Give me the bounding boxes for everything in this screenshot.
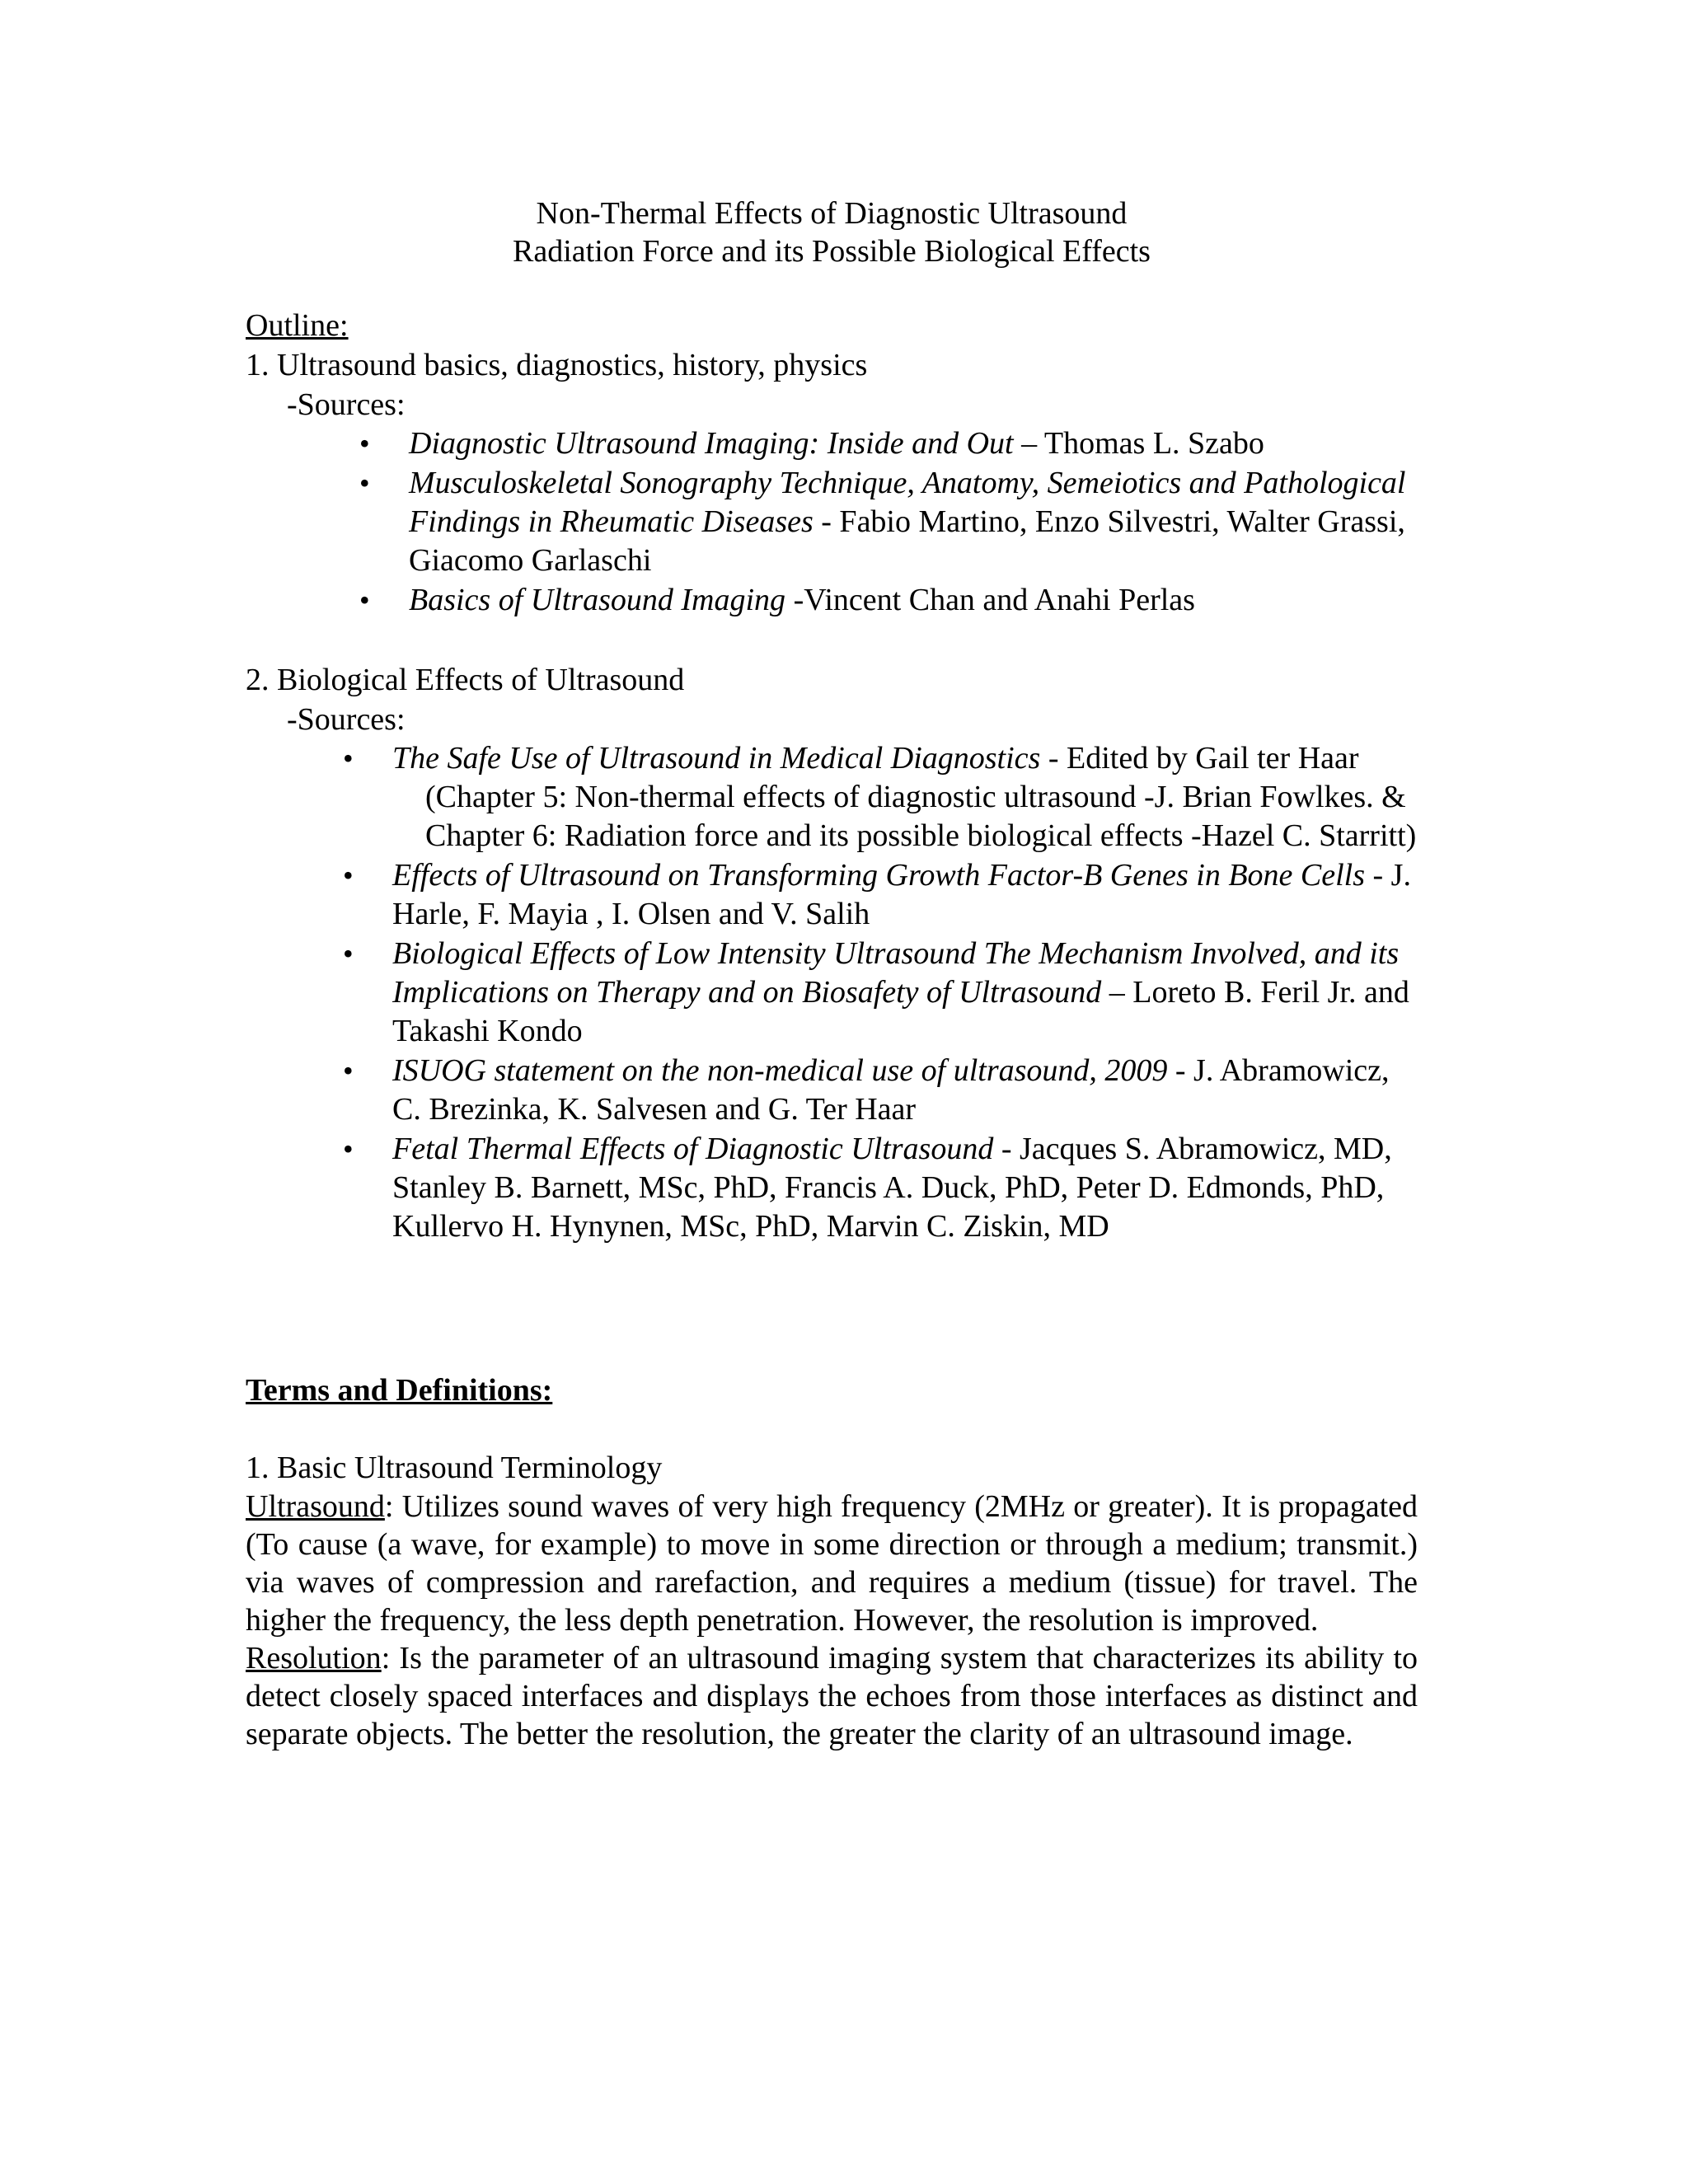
terms-section	[246, 1371, 1418, 1753]
source-item	[246, 935, 1418, 1051]
terms-subheading: 1. Basic Ultrasound Terminology	[246, 1451, 663, 1485]
source-item	[246, 464, 1418, 580]
source-authors: - J. Abramowicz, C. Brezinka, K. Salvesen and G. Ter Haar	[392, 1053, 1390, 1127]
definition-text: : Utilizes sound waves of very high frequency (2MHz or greater). It is propagated (To cause (a wave, for example) to move in some direction or through a medium; transmit.) via waves of compression and rarefaction, and requires a medium (tissue) for travel. The higher the frequency, the less depth penetration. However, the resolution is improved.	[246, 1489, 1418, 1638]
source-chapters: (Chapter 5: Non-thermal effects of diagnostic ultrasound -J. Brian Fowlkes. & Chapter 6: Radiation force and its possible biological effects -Hazel C. Starritt)	[425, 780, 1417, 853]
title-line-2: Radiation Force and its Possible Biological Effects	[513, 234, 1151, 269]
definition-resolution	[246, 1639, 1418, 1753]
source-authors: – Loreto B. Feril Jr. and Takashi Kondo	[392, 975, 1409, 1048]
source-title: The Safe Use of Ultrasound in Medical Diagnostics	[392, 741, 1041, 776]
source-item	[246, 581, 1418, 620]
section-2-source-list	[246, 739, 1418, 1246]
definition-term: Resolution	[246, 1641, 382, 1675]
section-2-title: 2. Biological Effects of Ultrasound	[246, 663, 685, 697]
source-authors: -Vincent Chan and Anahi Perlas	[785, 583, 1195, 617]
source-item	[246, 424, 1418, 463]
section-1-source-list	[246, 424, 1418, 620]
section-2-sources-label: -Sources:	[287, 702, 406, 737]
title-line-1: Non-Thermal Effects of Diagnostic Ultrasound	[536, 196, 1128, 231]
outline-heading: Outline:	[246, 308, 349, 343]
definition-term: Ultrasound	[246, 1489, 385, 1524]
section-1-sources-label: -Sources:	[287, 387, 406, 422]
outline-section	[246, 306, 1418, 1246]
source-title: Biological Effects of Low Intensity Ultrasound The Mechanism Involved, and its Implications on Therapy and on Biosafety of Ultrasound	[392, 936, 1400, 1010]
document-page	[246, 194, 1418, 1753]
source-item	[246, 1052, 1418, 1129]
document-title	[246, 194, 1418, 270]
source-item	[246, 739, 1418, 855]
source-title: ISUOG statement on the non-medical use of ultrasound, 2009	[392, 1053, 1168, 1088]
source-authors: - Jacques S. Abramowicz, MD, Stanley B. Barnett, MSc, PhD, Francis A. Duck, PhD, Peter D. Edmonds, PhD, Kullervo H. Hynynen, MSc, PhD, Marvin C. Ziskin, MD	[392, 1132, 1392, 1244]
source-item	[246, 856, 1418, 934]
source-title: Basics of Ultrasound Imaging	[409, 583, 786, 617]
source-title: Diagnostic Ultrasound Imaging: Inside and Out	[409, 426, 1014, 461]
source-item	[246, 1130, 1418, 1246]
section-1-title: 1. Ultrasound basics, diagnostics, history, physics	[246, 348, 868, 382]
definition-text: : Is the parameter of an ultrasound imaging system that characterizes its ability to detect closely spaced interfaces and displays the echoes from those interfaces as distinct and separate objects. The better the resolution, the greater the clarity of an ultrasound image.	[246, 1641, 1418, 1751]
definition-ultrasound	[246, 1488, 1418, 1639]
source-title: Effects of Ultrasound on Transforming Growth Factor-B Genes in Bone Cells	[392, 858, 1366, 893]
source-authors: – Thomas L. Szabo	[1013, 426, 1264, 461]
source-title: Musculoskeletal Sonography Technique, Anatomy, Semeiotics and Pathological Findings in Rheumatic Diseases	[409, 466, 1406, 539]
source-authors: - Edited by Gail ter Haar	[1040, 741, 1359, 776]
source-authors: - J. Harle, F. Mayia , I. Olsen and V. Salih	[392, 858, 1411, 931]
terms-heading: Terms and Definitions:	[246, 1373, 553, 1408]
source-authors: - Fabio Martino, Enzo Silvestri, Walter Grassi, Giacomo Garlaschi	[409, 504, 1405, 578]
source-title: Fetal Thermal Effects of Diagnostic Ultrasound	[392, 1132, 994, 1166]
